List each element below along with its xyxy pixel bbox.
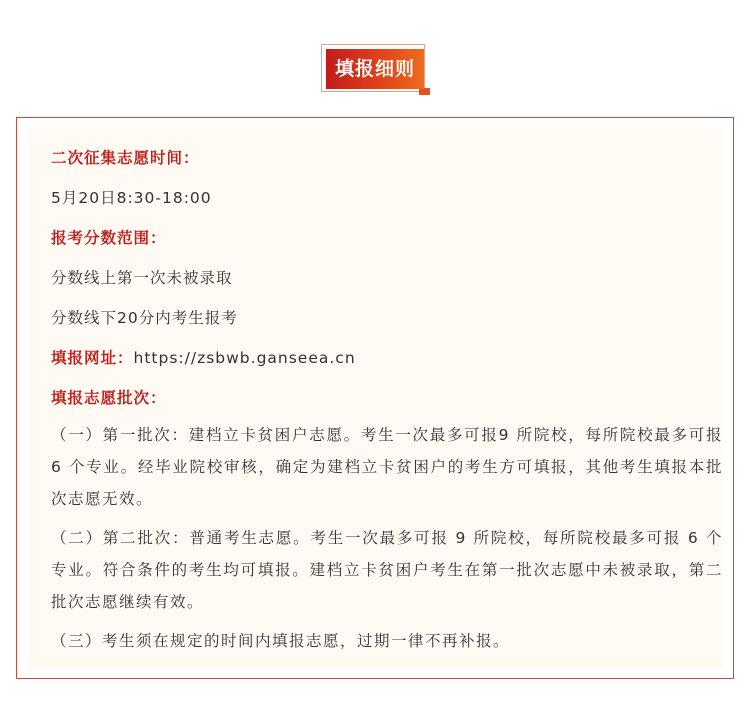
badge-corner-accent: [419, 88, 430, 95]
section-title-badge: [321, 44, 431, 97]
url-heading: 填报网址：: [51, 349, 134, 367]
score-line-2: 分数线下20分内考生报考: [51, 309, 238, 327]
url-link[interactable]: https://zsbwb.ganseea.cn: [133, 349, 356, 367]
batch-paragraph-1: （一）第一批次：建档立卡贫困户志愿。考生一次最多可报9 所院校，每所院校最多可报 6 个专业。经毕业院校审核，确定为建档立卡贫困户的考生方可填报，其他考生填报本批次志愿无效。: [51, 426, 723, 508]
score-line-1: 分数线上第一次未被录取: [51, 269, 233, 287]
batch-paragraph-2: （二）第二批次：普通考生志愿。考生一次最多可报 9 所院校，每所院校最多可报 6 个专业。符合条件的考生均可填报。建档立卡贫困户考生在第一批次志愿中未被录取，第二批次志愿继续有效。: [51, 529, 723, 611]
time-heading: 二次征集志愿时间：: [51, 149, 200, 167]
time-value: 5月20日8:30-18:00: [51, 189, 212, 207]
details-panel: [16, 117, 734, 679]
url-row: [51, 346, 356, 368]
score-heading: 报考分数范围：: [51, 229, 167, 247]
batch-paragraph-3: （三）考生须在规定的时间内填报志愿，过期一律不再补报。: [51, 632, 511, 650]
details-panel-content: [29, 129, 722, 669]
section-title: 填报细则: [326, 49, 424, 89]
batch-heading: 填报志愿批次：: [51, 389, 167, 407]
